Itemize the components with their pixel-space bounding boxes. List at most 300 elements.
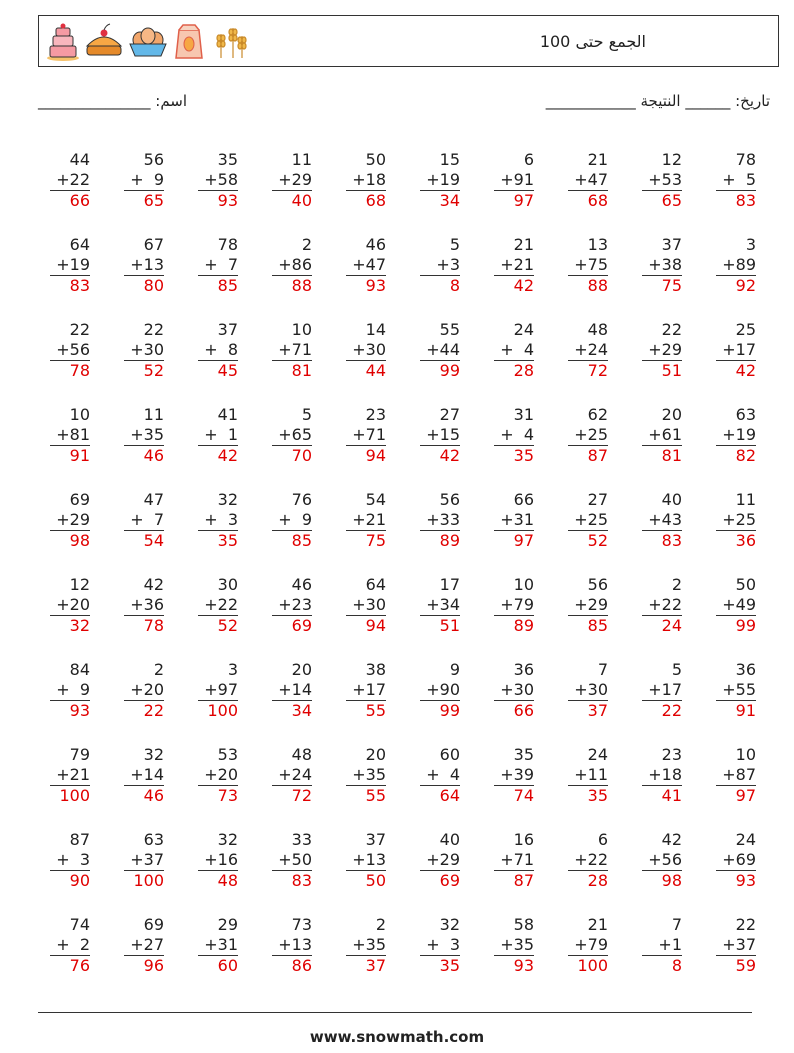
answer: 55: [346, 700, 386, 721]
addition-problem: [488, 150, 534, 211]
addend-bottom: +34: [426, 595, 460, 614]
answer: 70: [272, 445, 312, 466]
answer: 35: [568, 785, 608, 806]
addend-top: 31: [513, 405, 534, 424]
addend-bottom: + 3: [56, 850, 90, 869]
addition-problem: [340, 150, 386, 211]
addend-top: 32: [217, 490, 238, 509]
addition-problem: [266, 575, 312, 636]
answer: 24: [642, 615, 682, 636]
addend-top: 21: [587, 150, 608, 169]
answer: 74: [494, 785, 534, 806]
addend-top: 11: [735, 490, 756, 509]
addition-problem: [636, 915, 682, 976]
addend-bottom: +21: [352, 510, 386, 529]
addend-top: 21: [587, 915, 608, 934]
addition-problem: [266, 490, 312, 551]
addend-bottom: +17: [352, 680, 386, 699]
addend-bottom: +71: [500, 850, 534, 869]
addition-problem: [44, 830, 90, 891]
answer: 51: [642, 360, 682, 381]
addend-bottom: +15: [426, 425, 460, 444]
addend-bottom: +44: [426, 340, 460, 359]
addition-problem: [192, 575, 238, 636]
addend-top: 79: [69, 745, 90, 764]
answer: 42: [420, 445, 460, 466]
addition-problem: [44, 915, 90, 976]
addend-top: 47: [143, 490, 164, 509]
answer: 100: [124, 870, 164, 891]
answer: 97: [494, 530, 534, 551]
addend-bottom: +30: [500, 680, 534, 699]
addend-top: 84: [69, 660, 90, 679]
answer: 78: [124, 615, 164, 636]
addend-bottom: +22: [56, 170, 90, 189]
answer: 52: [198, 615, 238, 636]
addend-top: 29: [217, 915, 238, 934]
addition-problem: [710, 830, 756, 891]
addend-top: 38: [365, 660, 386, 679]
addition-problem: [636, 320, 682, 381]
addend-bottom: +29: [278, 170, 312, 189]
addend-top: 14: [365, 320, 386, 339]
addition-problem: [44, 150, 90, 211]
addend-bottom: +35: [500, 935, 534, 954]
addend-bottom: +27: [130, 935, 164, 954]
addend-bottom: +31: [204, 935, 238, 954]
addend-top: 37: [365, 830, 386, 849]
addend-top: 33: [291, 830, 312, 849]
addend-top: 35: [217, 150, 238, 169]
addend-bottom: +20: [130, 680, 164, 699]
addition-problem: [192, 490, 238, 551]
addition-problem: [636, 745, 682, 806]
addition-problem: [44, 235, 90, 296]
addition-problem: [266, 405, 312, 466]
answer: 85: [198, 275, 238, 296]
addend-top: 69: [143, 915, 164, 934]
addend-bottom: +56: [56, 340, 90, 359]
addend-top: 87: [69, 830, 90, 849]
addend-bottom: +37: [130, 850, 164, 869]
addend-bottom: +55: [722, 680, 756, 699]
addend-top: 50: [365, 150, 386, 169]
addition-problem: [192, 150, 238, 211]
addend-bottom: +53: [648, 170, 682, 189]
addend-top: 23: [661, 745, 682, 764]
addend-bottom: +81: [56, 425, 90, 444]
addend-top: 22: [661, 320, 682, 339]
answer: 89: [494, 615, 534, 636]
addition-problem: [266, 320, 312, 381]
addition-problem: [562, 150, 608, 211]
addend-top: 35: [513, 745, 534, 764]
addend-bottom: +47: [574, 170, 608, 189]
addition-problem: [636, 660, 682, 721]
addend-bottom: +29: [56, 510, 90, 529]
addend-top: 48: [291, 745, 312, 764]
answer: 82: [716, 445, 756, 466]
addend-bottom: +25: [722, 510, 756, 529]
addition-problem: [488, 660, 534, 721]
addend-bottom: + 4: [500, 425, 534, 444]
addend-top: 74: [69, 915, 90, 934]
answer: 65: [642, 190, 682, 211]
addend-top: 69: [69, 490, 90, 509]
answer: 76: [50, 955, 90, 976]
addition-problem: [118, 830, 164, 891]
addition-problem: [414, 150, 460, 211]
addend-bottom: + 4: [500, 340, 534, 359]
addend-bottom: +14: [278, 680, 312, 699]
addend-top: 32: [143, 745, 164, 764]
addend-bottom: +25: [574, 510, 608, 529]
addend-top: 30: [217, 575, 238, 594]
answer: 91: [50, 445, 90, 466]
addend-bottom: +69: [722, 850, 756, 869]
addend-top: 24: [513, 320, 534, 339]
addition-problem: [488, 915, 534, 976]
addend-top: 10: [69, 405, 90, 424]
answer: 35: [494, 445, 534, 466]
addend-bottom: + 4: [426, 765, 460, 784]
answer: 22: [124, 700, 164, 721]
addend-bottom: +39: [500, 765, 534, 784]
addend-bottom: +37: [722, 935, 756, 954]
answer: 93: [50, 700, 90, 721]
addend-top: 55: [439, 320, 460, 339]
addition-problem: [192, 915, 238, 976]
wheat-icon: [209, 22, 249, 62]
addend-bottom: +24: [278, 765, 312, 784]
addition-problem: [710, 575, 756, 636]
answer: 99: [716, 615, 756, 636]
answer: 60: [198, 955, 238, 976]
addend-bottom: +18: [648, 765, 682, 784]
addition-problem: [562, 575, 608, 636]
answer: 35: [198, 530, 238, 551]
addition-problem: [414, 660, 460, 721]
addend-top: 37: [661, 235, 682, 254]
addend-top: 78: [735, 150, 756, 169]
answer: 69: [272, 615, 312, 636]
answer: 96: [124, 955, 164, 976]
answer: 40: [272, 190, 312, 211]
addend-top: 32: [217, 830, 238, 849]
addition-problem: [192, 235, 238, 296]
addend-top: 5: [301, 405, 312, 424]
answer: 52: [124, 360, 164, 381]
addend-top: 3: [227, 660, 238, 679]
addend-bottom: +35: [352, 765, 386, 784]
addend-bottom: +50: [278, 850, 312, 869]
addend-bottom: +30: [574, 680, 608, 699]
addend-bottom: +11: [574, 765, 608, 784]
addend-bottom: + 3: [426, 935, 460, 954]
addend-top: 5: [449, 235, 460, 254]
addend-bottom: + 5: [722, 170, 756, 189]
answer: 36: [716, 530, 756, 551]
addend-bottom: +24: [574, 340, 608, 359]
addend-top: 11: [143, 405, 164, 424]
addition-problem: [118, 575, 164, 636]
addend-bottom: +3: [436, 255, 460, 274]
addend-top: 46: [365, 235, 386, 254]
addition-problem: [192, 320, 238, 381]
addend-bottom: +13: [278, 935, 312, 954]
addition-problem: [44, 490, 90, 551]
answer: 44: [346, 360, 386, 381]
answer: 94: [346, 615, 386, 636]
addend-bottom: +61: [648, 425, 682, 444]
addition-problem: [266, 235, 312, 296]
answer: 8: [642, 955, 682, 976]
addend-bottom: +33: [426, 510, 460, 529]
answer: 59: [716, 955, 756, 976]
answer: 55: [346, 785, 386, 806]
answer: 87: [568, 445, 608, 466]
addition-problem: [710, 490, 756, 551]
answer: 45: [198, 360, 238, 381]
addition-problem: [266, 830, 312, 891]
addition-problem: [266, 150, 312, 211]
addend-top: 10: [513, 575, 534, 594]
addition-problem: [488, 405, 534, 466]
addend-top: 10: [735, 745, 756, 764]
answer: 72: [272, 785, 312, 806]
addition-problem: [340, 405, 386, 466]
answer: 54: [124, 530, 164, 551]
date-score-label: تاريخ: ______ النتيجة ____________: [545, 92, 770, 110]
addend-bottom: + 8: [204, 340, 238, 359]
answer: 81: [272, 360, 312, 381]
addition-problem: [636, 150, 682, 211]
answer: 97: [716, 785, 756, 806]
answer: 41: [642, 785, 682, 806]
addend-top: 54: [365, 490, 386, 509]
answer: 98: [50, 530, 90, 551]
addend-bottom: +56: [648, 850, 682, 869]
answer: 83: [642, 530, 682, 551]
addition-problem: [118, 150, 164, 211]
addend-top: 53: [217, 745, 238, 764]
addend-bottom: + 9: [56, 680, 90, 699]
addition-problem: [266, 745, 312, 806]
addition-problem: [192, 405, 238, 466]
answer: 90: [50, 870, 90, 891]
answer: 72: [568, 360, 608, 381]
addition-problem: [636, 235, 682, 296]
addend-top: 7: [597, 660, 608, 679]
addend-top: 78: [217, 235, 238, 254]
answer: 93: [716, 870, 756, 891]
addend-top: 16: [513, 830, 534, 849]
answer: 75: [346, 530, 386, 551]
addition-problem: [266, 915, 312, 976]
addend-top: 60: [439, 745, 460, 764]
cake-icon: [45, 22, 81, 62]
addend-top: 40: [661, 490, 682, 509]
addition-problem: [192, 745, 238, 806]
addition-problem: [118, 490, 164, 551]
addend-bottom: +18: [352, 170, 386, 189]
addend-bottom: +17: [722, 340, 756, 359]
addition-problem: [44, 405, 90, 466]
answer: 83: [272, 870, 312, 891]
addend-top: 21: [513, 235, 534, 254]
answer: 80: [124, 275, 164, 296]
addend-top: 15: [439, 150, 460, 169]
addition-problem: [44, 660, 90, 721]
addend-bottom: +21: [500, 255, 534, 274]
answer: 68: [346, 190, 386, 211]
answer: 91: [716, 700, 756, 721]
addend-bottom: +65: [278, 425, 312, 444]
pie-icon: [83, 22, 125, 62]
answer: 51: [420, 615, 460, 636]
addend-bottom: +1: [658, 935, 682, 954]
addend-bottom: +25: [574, 425, 608, 444]
addend-bottom: +89: [722, 255, 756, 274]
answer: 88: [568, 275, 608, 296]
addend-top: 58: [513, 915, 534, 934]
addend-top: 24: [587, 745, 608, 764]
addend-bottom: +22: [648, 595, 682, 614]
addition-problem: [414, 490, 460, 551]
answer: 34: [420, 190, 460, 211]
answer: 85: [272, 530, 312, 551]
addition-problem: [488, 235, 534, 296]
addend-top: 64: [365, 575, 386, 594]
addend-top: 6: [523, 150, 534, 169]
answer: 83: [716, 190, 756, 211]
addend-top: 36: [513, 660, 534, 679]
addition-problem: [266, 660, 312, 721]
addend-bottom: +38: [648, 255, 682, 274]
answer: 99: [420, 360, 460, 381]
answer: 8: [420, 275, 460, 296]
addition-problem: [710, 235, 756, 296]
addend-bottom: + 7: [204, 255, 238, 274]
addend-bottom: +23: [278, 595, 312, 614]
answer: 37: [346, 955, 386, 976]
addend-bottom: +31: [500, 510, 534, 529]
addend-top: 56: [143, 150, 164, 169]
answer: 28: [494, 360, 534, 381]
addend-top: 17: [439, 575, 460, 594]
addend-top: 2: [375, 915, 386, 934]
addend-top: 13: [587, 235, 608, 254]
eggs-icon: [127, 22, 169, 62]
answer: 52: [568, 530, 608, 551]
answer: 78: [50, 360, 90, 381]
addition-problem: [710, 405, 756, 466]
answer: 42: [198, 445, 238, 466]
addition-problem: [118, 235, 164, 296]
answer: 48: [198, 870, 238, 891]
addend-top: 27: [587, 490, 608, 509]
addend-bottom: +47: [352, 255, 386, 274]
answer: 66: [494, 700, 534, 721]
answer: 46: [124, 445, 164, 466]
answer: 97: [494, 190, 534, 211]
addend-top: 22: [143, 320, 164, 339]
addend-bottom: +13: [130, 255, 164, 274]
addition-problem: [118, 660, 164, 721]
header-icons: [45, 22, 249, 62]
addend-top: 3: [745, 235, 756, 254]
addition-problem: [414, 405, 460, 466]
addend-bottom: +35: [352, 935, 386, 954]
addend-bottom: +19: [426, 170, 460, 189]
addition-problem: [340, 915, 386, 976]
addend-top: 56: [587, 575, 608, 594]
addend-bottom: +43: [648, 510, 682, 529]
answer: 100: [198, 700, 238, 721]
addend-top: 56: [439, 490, 460, 509]
answer: 28: [568, 870, 608, 891]
addition-problem: [636, 575, 682, 636]
answer: 68: [568, 190, 608, 211]
addend-bottom: +21: [56, 765, 90, 784]
addition-problem: [118, 320, 164, 381]
addend-top: 36: [735, 660, 756, 679]
addition-problem: [562, 660, 608, 721]
addend-top: 32: [439, 915, 460, 934]
addend-top: 27: [439, 405, 460, 424]
addend-bottom: +30: [352, 595, 386, 614]
addend-top: 20: [365, 745, 386, 764]
answer: 86: [272, 955, 312, 976]
addition-problem: [488, 830, 534, 891]
addition-problem: [44, 320, 90, 381]
addend-top: 46: [291, 575, 312, 594]
addition-problem: [636, 830, 682, 891]
addition-problem: [562, 830, 608, 891]
addend-top: 67: [143, 235, 164, 254]
addend-top: 20: [291, 660, 312, 679]
addend-top: 7: [671, 915, 682, 934]
addend-top: 63: [735, 405, 756, 424]
addend-top: 9: [449, 660, 460, 679]
addend-top: 25: [735, 320, 756, 339]
addition-problem: [340, 575, 386, 636]
addition-problem: [636, 490, 682, 551]
name-label: اسم: _______________: [38, 92, 188, 110]
addition-problem: [340, 830, 386, 891]
answer: 85: [568, 615, 608, 636]
addition-problem: [44, 745, 90, 806]
addend-bottom: +90: [426, 680, 460, 699]
addend-top: 50: [735, 575, 756, 594]
addend-bottom: +16: [204, 850, 238, 869]
addend-bottom: + 7: [130, 510, 164, 529]
addend-bottom: +29: [574, 595, 608, 614]
addend-bottom: +36: [130, 595, 164, 614]
answer: 69: [420, 870, 460, 891]
addition-problem: [414, 320, 460, 381]
addition-problem: [710, 745, 756, 806]
answer: 87: [494, 870, 534, 891]
footer-site: www.snowmath.com: [309, 1028, 485, 1046]
addend-top: 22: [69, 320, 90, 339]
answer: 22: [642, 700, 682, 721]
addition-problem: [488, 320, 534, 381]
addition-problem: [710, 660, 756, 721]
addend-bottom: +79: [500, 595, 534, 614]
addend-bottom: + 9: [130, 170, 164, 189]
addend-bottom: +22: [204, 595, 238, 614]
